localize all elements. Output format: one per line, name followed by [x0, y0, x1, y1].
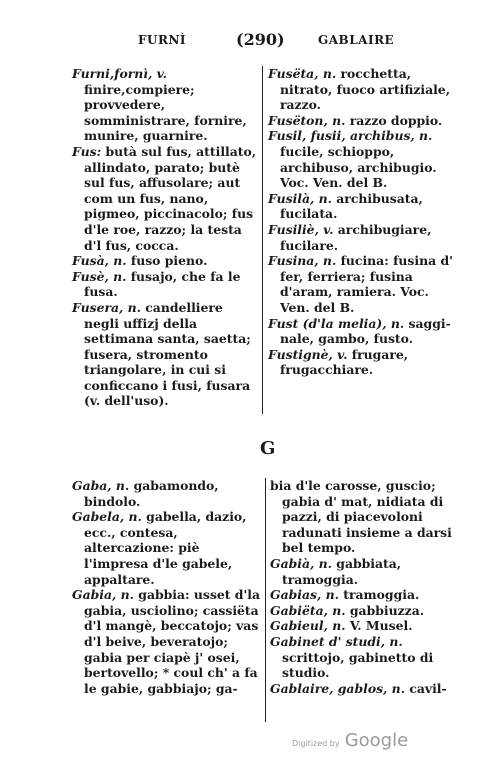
entry-headword: Gabià, n.	[270, 555, 332, 571]
entry-headword: Gabinet d' studi, n.	[270, 633, 403, 649]
entry-headword: Fusëton, n.	[268, 112, 346, 128]
entry-definition: rocchetta, nitrato, fuoco artifiziale, razzo.	[280, 66, 451, 113]
entry-definition: gabbiuzza.	[345, 602, 425, 618]
entry-definition: razzo doppio.	[345, 112, 443, 128]
entry-headword: Gaba, n.	[72, 478, 130, 493]
dictionary-entry	[268, 316, 458, 347]
google-logo-text: Google	[344, 730, 409, 751]
entry-definition: V. Musel.	[345, 618, 413, 634]
entry-definition: frugare, frugacchiare.	[280, 346, 409, 378]
dictionary-entry	[72, 269, 258, 300]
dictionary-entry	[72, 509, 262, 587]
dictionary-entry	[72, 66, 258, 144]
entry-definition: bia d'le carosse, guscio; gabia d' mat, nidiata di pazzi, di piacevoloni radunati insieme a darsi bel tempo.	[270, 478, 452, 556]
entry-definition: candelliere negli uffizj della settimana santa, saetta; fusera, stromento triangolare, in cui si conficcano i fusi, fusara (v. dell'uso).	[84, 299, 251, 409]
dictionary-entry	[268, 128, 458, 190]
section-letter: G	[260, 438, 276, 459]
dictionary-entry	[270, 587, 458, 603]
dictionary-entry	[72, 253, 258, 269]
top-left-column	[72, 66, 258, 409]
dictionary-entry	[270, 603, 458, 619]
entry-definition: archibusata, fucilata.	[280, 190, 423, 222]
entry-definition: scrittojo, gabinetto di studio.	[282, 649, 434, 681]
entry-headword: Gabias, n.	[270, 587, 339, 603]
dictionary-entry	[268, 347, 458, 378]
entry-headword: Fusil, fusii, archibus, n.	[268, 128, 433, 144]
entry-definition: cavil-	[405, 680, 447, 696]
entry-definition: tramoggia.	[338, 587, 420, 603]
dictionary-entry	[270, 556, 458, 587]
dictionary-entry	[268, 222, 458, 253]
dictionary-entry	[268, 191, 458, 222]
dictionary-entry	[270, 478, 458, 556]
entry-headword: Fusera, n.	[72, 299, 141, 315]
header-left-word: FURNÌ	[138, 33, 187, 47]
entry-definition: gabella, dazio, ecc., contesa, altercazione: piè l'impresa d'le gabele, appaltare.	[84, 509, 247, 587]
dictionary-entry	[270, 618, 458, 634]
entry-headword: Fusà, n.	[72, 253, 127, 269]
entry-definition: fucina: fusina d' fer, ferriera; fusina d'aram, ramiera. Voc. Ven. del B.	[280, 253, 453, 315]
entry-headword: Gabieul, n.	[270, 618, 346, 634]
entry-headword: Fusiliè, v.	[268, 221, 334, 237]
entry-definition: archibugiare, fucilare.	[280, 221, 432, 253]
entry-headword: Gabiëta, n.	[270, 602, 346, 618]
entry-headword: Furni,fornì, v.	[72, 66, 167, 81]
entry-definition: gabamondo, bindolo.	[84, 478, 219, 509]
dictionary-entry	[72, 478, 262, 509]
entry-headword: Fusëta, n.	[268, 66, 337, 81]
entry-definition: fusajo, che fa le fusa.	[84, 268, 241, 300]
entry-definition: fucile, schioppo, archibuso, archibugio. Voc. Ven. del B.	[280, 143, 437, 191]
dictionary-entry	[270, 634, 458, 681]
bottom-left-column	[72, 478, 262, 696]
header-right-word: GABLAIRE	[318, 33, 395, 47]
dictionary-entry	[72, 587, 262, 696]
entry-headword: Fusina, n.	[268, 253, 337, 269]
entry-definition: gabbiata, tramoggia.	[282, 555, 402, 587]
page-header	[118, 30, 418, 52]
entry-headword: Gabia, n.	[72, 587, 134, 603]
entry-definition: finire,compiere; provvedere, somministrare, fornire, munire, guarnire.	[84, 81, 247, 144]
entry-headword: Fusè, n.	[72, 268, 127, 284]
entry-headword: Fustignè, v.	[268, 346, 348, 362]
entry-headword: Fust (d'la melia), n.	[268, 315, 405, 331]
dictionary-entry	[72, 300, 258, 409]
bottom-right-column	[270, 478, 458, 696]
dictionary-entry	[268, 66, 458, 113]
digitized-by-google-watermark	[292, 730, 408, 751]
entry-definition: butà sul fus, attillato, allindato, parato; butè sul fus, affusolare; aut com un fus, nano, pigmeo, piccinacolo; fus d'le roe, razzo; la testa d'l fus, cocca.	[84, 143, 257, 253]
entry-headword: Gablaire, gablos, n.	[270, 680, 406, 696]
page-number: (290)	[236, 30, 285, 49]
entry-headword: Fusilà, n.	[268, 190, 332, 206]
entry-definition: gabbia: usset d'la gabia, usciolino; cassiëta d'l mangè, beccatojo; vas d'l beive, beveratojo; gabia per ciapè j' osei, bertovello; * coul ch' a fa le gabie, gabbiajo; ga-	[84, 587, 260, 696]
entry-headword: Fus:	[72, 143, 102, 159]
dictionary-entry	[270, 681, 458, 697]
digitized-label: Digitized by	[292, 739, 340, 748]
entry-definition: fuso pieno.	[126, 253, 208, 269]
dictionary-entry	[72, 144, 258, 253]
top-right-column	[268, 66, 458, 378]
entry-definition: saggi-nale, gambo, fusto.	[280, 315, 451, 347]
dictionary-entry	[268, 113, 458, 129]
top-column-divider	[262, 66, 263, 414]
bottom-column-divider	[265, 478, 266, 722]
dictionary-entry	[268, 253, 458, 315]
entry-headword: Gabela, n.	[72, 509, 142, 525]
